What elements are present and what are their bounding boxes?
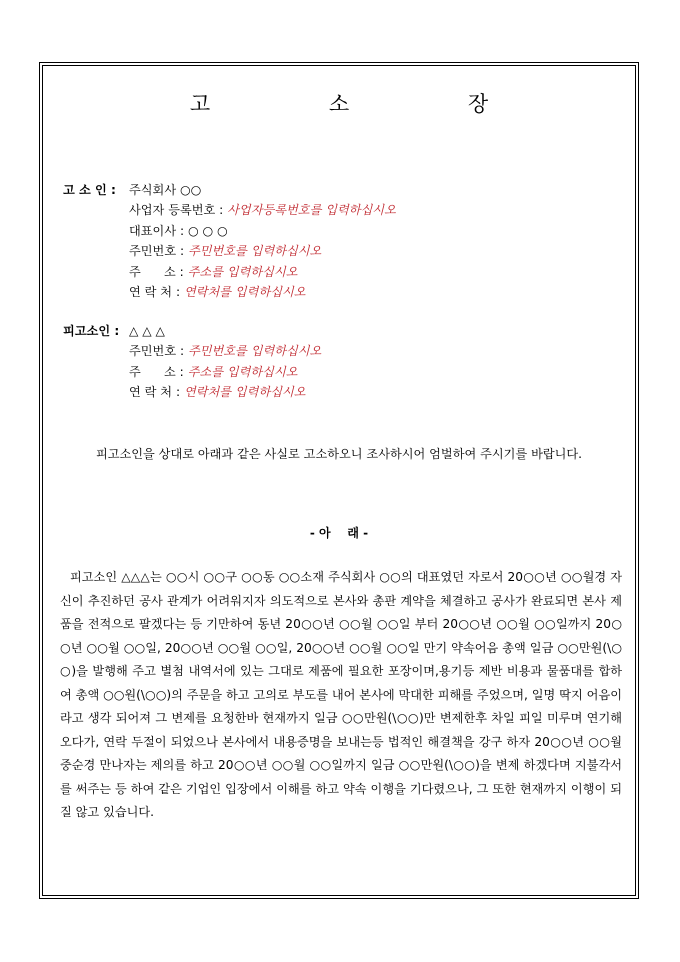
complainant-row xyxy=(63,180,396,200)
field-label: 사업자 등록번호 : xyxy=(129,203,224,218)
complaint-body: 피고소인 △△△는 ○○시 ○○구 ○○동 ○○소재 주식회사 ○○의 대표였던 자로서 20○○년 ○○월경 자신이 추진하던 공사 관계가 어려워지자 의도적으로 본사와 총판 계약을 체결하고 공사가 완료되면 본사 제품을 전적으로 팔겠다는 등 기만하여 동년 20○○년 ○○월 ○○일 부터 20○○년 ○○월 ○○일까지 20○○년 ○○월 ○○일, 20○○년 ○○월 ○○일, 20○○년 ○○월 ○○일 만기 약속어음 총액 일금 ○○만원(\○○)을 발행해 주고 별첨 내역서에 있는 그대로 제품에 필요한 포장이며,용기등 제반 비용과 물품대를 합하여 총액 ○○원(\○○)의 주문을 하고 고의로 부도를 내어 본사에 막대한 피해를 주었으며, 일명 딱지 어음이라고 생각 되어져 그 변제를 요청한바 현재까지 일금 ○○만원(\○○)만 변제한후 차일 피일 미루며 연기해 오다가, 연락 두절이 되었으나 본사에서 내용증명을 보내는등 법적인 해결책을 강구 하자 20○○년 ○○월 중순경 만나자는 제의를 하고 20○○년 ○○월 ○○일까지 일금 ○○만원(\○○)을 변제 하겠다며 지불각서를 써주는 등 하여 같은 기업인 입장에서 이해를 하고 약속 이행을 기다렸으나, 그 또한 현재까지 이행이 되질 않고 있습니다. xyxy=(60,570,622,819)
resident-number-placeholder: 주민번호를 입력하십시오 xyxy=(187,244,322,259)
document-title: 고 소 장 xyxy=(189,92,545,116)
field-label: 주 소 : xyxy=(129,264,184,279)
field-label: 주민번호 : xyxy=(129,344,185,359)
field-label: 주민번호 : xyxy=(129,244,185,259)
accused-label: 피고소인 : xyxy=(63,324,120,338)
field-label: 연 락 처 : xyxy=(129,385,181,400)
contact-placeholder: 연락처를 입력하십시오 xyxy=(183,385,306,400)
complainant-field-row xyxy=(63,241,396,261)
complainant-label: 고 소 인 : xyxy=(63,183,116,197)
accused-field-row xyxy=(63,382,321,402)
field-label: 대표이사 : xyxy=(129,223,185,238)
representative-name: ○ ○ ○ xyxy=(187,223,228,238)
accused-field-row xyxy=(63,362,321,382)
complainant-field-row xyxy=(63,200,396,220)
accused-block xyxy=(63,321,321,403)
resident-number-placeholder: 주민번호를 입력하십시오 xyxy=(187,344,322,359)
complainant-field-row xyxy=(63,262,396,282)
accused-field-row xyxy=(63,341,321,361)
address-placeholder: 주소를 입력하십시오 xyxy=(187,364,298,379)
accused-name: △ △ △ xyxy=(129,324,165,338)
address-placeholder: 주소를 입력하십시오 xyxy=(187,264,298,279)
field-label: 연 락 처 : xyxy=(129,284,181,299)
business-number-placeholder: 사업자등록번호를 입력하십시오 xyxy=(227,203,396,218)
contact-placeholder: 연락처를 입력하십시오 xyxy=(183,284,306,299)
complainant-block xyxy=(63,180,396,302)
field-label: 주 소 : xyxy=(129,364,184,379)
complainant-field-row xyxy=(63,221,396,241)
intro-sentence: 피고소인을 상대로 아래과 같은 사실로 고소하오니 조사하시어 엄벌하여 주시기를 바랍니다. xyxy=(95,447,583,461)
accused-row xyxy=(63,321,321,341)
complainant-field-row xyxy=(63,282,396,302)
section-heading: - 아 래 - xyxy=(309,526,369,540)
complainant-name: 주식회사 ○○ xyxy=(129,183,202,197)
